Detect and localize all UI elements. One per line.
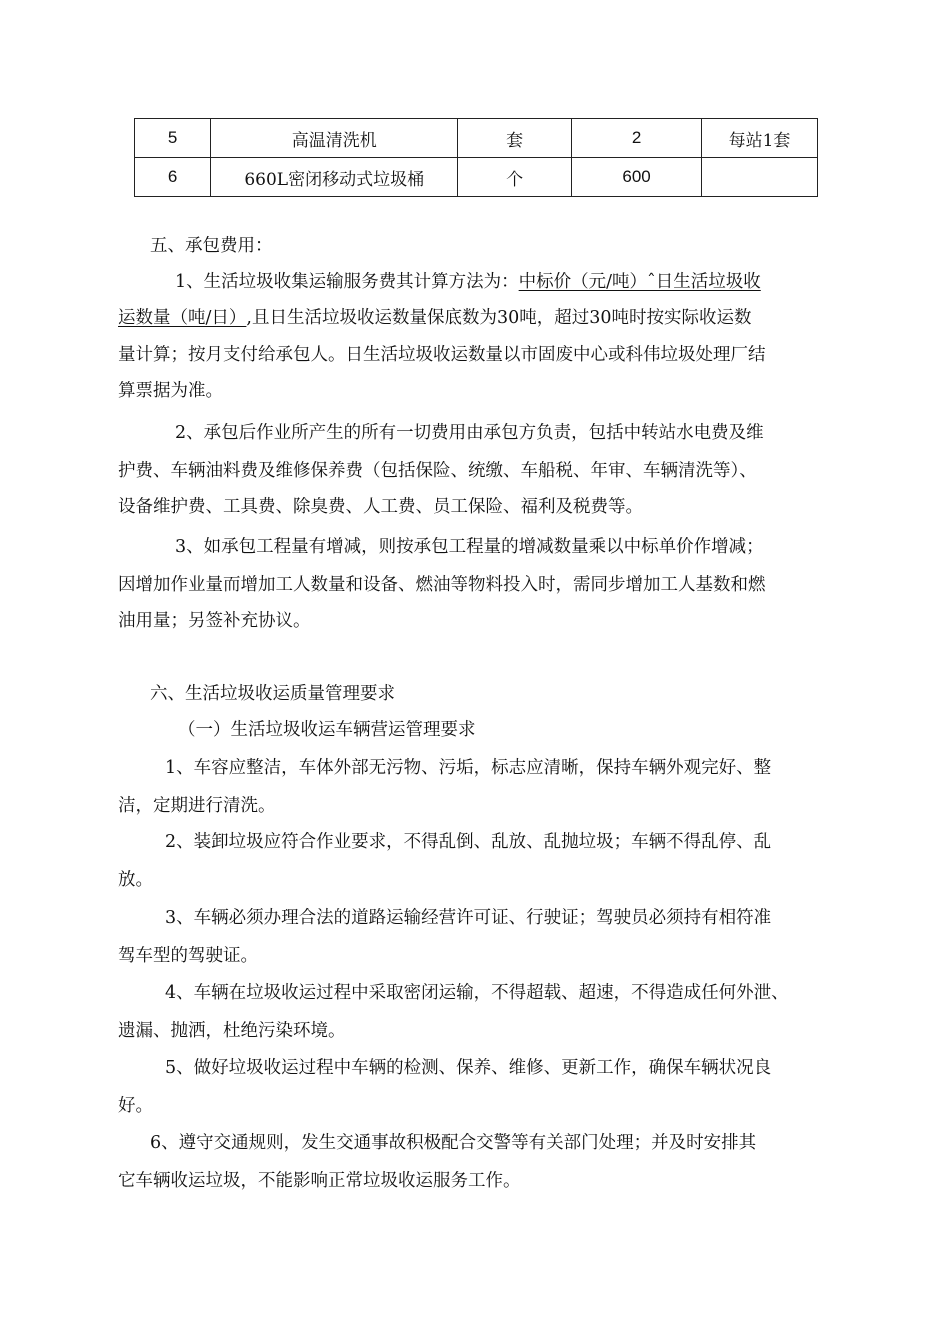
paragraph-line (175, 272, 761, 292)
paragraph-line: 2、承包后作业所产生的所有一切费用由承包方负责，包括中转站水电费及维 (175, 423, 764, 443)
section-5-heading: 五、承包费用： (150, 236, 273, 256)
paragraph-line (118, 308, 752, 328)
equipment-note (702, 158, 818, 197)
equipment-name: 660L密闭移动式垃圾桶 (211, 158, 458, 197)
paragraph-line: 3、如承包工程量有增减，则按承包工程量的增减数量乘以中标单价作增减； (175, 537, 764, 557)
list-item: 它车辆收运垃圾，不能影响正常垃圾收运服务工作。 (118, 1171, 521, 1191)
paragraph-line: 油用量；另签补充协议。 (118, 611, 311, 631)
list-item: 好。 (118, 1096, 153, 1116)
list-item: 4、车辆在垃圾收运过程中采取密闭运输，不得超载、超速，不得造成任何外泄、 (165, 983, 789, 1003)
subsection-heading: （一）生活垃圾收运车辆营运管理要求 (178, 720, 476, 740)
paragraph-line: 设备维护费、工具费、除臭费、人工费、员工保险、福利及税费等。 (118, 497, 643, 517)
formula-underlined: 运数量（吨/日） (118, 308, 247, 328)
table-row (135, 119, 818, 158)
text-segment: ,且日生活垃圾收运数量保底数为30吨，超过30吨时按实际收运数 (246, 308, 752, 328)
equipment-quantity: 2 (572, 119, 702, 158)
list-item: 5、做好垃圾收运过程中车辆的检测、保养、维修、更新工作，确保车辆状况良 (165, 1058, 772, 1078)
paragraph-line: 量计算；按月支付给承包人。日生活垃圾收运数量以市固废中心或科伟垃圾处理厂结 (118, 345, 766, 365)
equipment-quantity: 600 (572, 158, 702, 197)
paragraph-line: 算票据为准。 (118, 381, 223, 401)
paragraph-line: 护费、车辆油料费及维修保养费（包括保险、统缴、车船税、年审、车辆清洗等）、 (118, 461, 757, 481)
row-number: 6 (135, 158, 211, 197)
list-item: 6、遵守交通规则，发生交通事故积极配合交警等有关部门处理；并及时安排其 (150, 1133, 757, 1153)
list-item: 3、车辆必须办理合法的道路运输经营许可证、行驶证；驾驶员必须持有相符准 (165, 908, 772, 928)
table-row (135, 158, 818, 197)
list-item: 2、装卸垃圾应符合作业要求，不得乱倒、乱放、乱抛垃圾；车辆不得乱停、乱 (165, 832, 772, 852)
equipment-name: 高温清洗机 (211, 119, 458, 158)
equipment-unit: 个 (458, 158, 572, 197)
list-item: 驾车型的驾驶证。 (118, 946, 258, 966)
list-item: 1、车容应整洁，车体外部无污物、污垢，标志应清晰，保持车辆外观完好、整 (165, 758, 772, 778)
row-number: 5 (135, 119, 211, 158)
section-6-heading: 六、生活垃圾收运质量管理要求 (150, 684, 395, 704)
list-item: 遗漏、抛洒，杜绝污染环境。 (118, 1021, 346, 1041)
text-segment: 1、生活垃圾收集运输服务费其计算方法为： (175, 272, 519, 292)
list-item: 放。 (118, 870, 153, 890)
equipment-note: 每站1套 (702, 119, 818, 158)
paragraph-line: 因增加作业量而增加工人数量和设备、燃油等物料投入时，需同步增加工人基数和燃 (118, 575, 766, 595)
list-item: 洁，定期进行清洗。 (118, 796, 276, 816)
equipment-table (134, 118, 818, 197)
formula-underlined: 中标价（元/吨）ˆ日生活垃圾收 (518, 272, 761, 292)
equipment-unit: 套 (458, 119, 572, 158)
